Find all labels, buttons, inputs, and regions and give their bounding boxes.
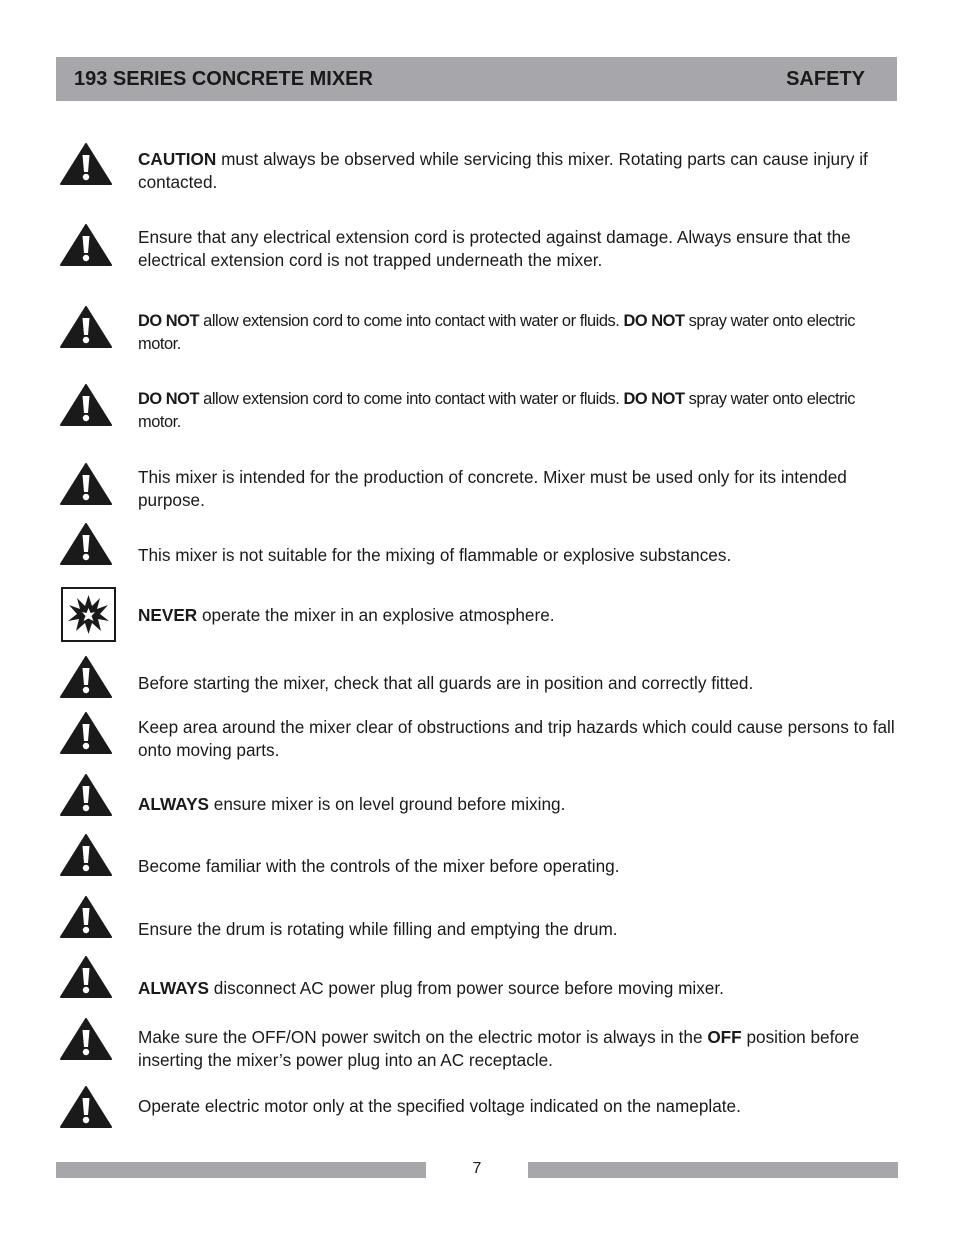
safety-text: Become familiar with the controls of the mixer before operating. (138, 856, 620, 876)
warning-icon (60, 656, 112, 698)
safety-text: Make sure the OFF/ON power switch on the electric motor is always in the OFF position before inserting the mixer’s power plug into an AC receptacle. (138, 1027, 860, 1070)
safety-text: ALWAYS ensure mixer is on level ground before mixing. (138, 794, 566, 814)
warning-icon (60, 1086, 112, 1128)
safety-text: ALWAYS disconnect AC power plug from power source before moving mixer. (138, 978, 724, 998)
warning-icon (60, 306, 112, 348)
safety-text: This mixer is not suitable for the mixing of flammable or explosive substances. (138, 545, 732, 565)
warning-icon (60, 224, 112, 266)
warning-icon (60, 143, 112, 185)
warning-icon (60, 774, 112, 816)
footer-bar-left (56, 1162, 426, 1178)
page-header (56, 57, 897, 101)
safety-text: DO NOT allow extension cord to come into contact with water or fluids. DO NOT spray water onto electric motor. (138, 390, 856, 431)
explosion-icon (61, 587, 116, 642)
safety-text: This mixer is intended for the production of concrete. Mixer must be used only for its intended purpose. (138, 467, 847, 510)
safety-text: NEVER operate the mixer in an explosive atmosphere. (138, 605, 555, 625)
warning-icon (60, 1018, 112, 1060)
safety-text: DO NOT allow extension cord to come into contact with water or fluids. DO NOT spray water onto electric motor. (138, 312, 856, 353)
warning-icon (60, 834, 112, 876)
page-number: 7 (472, 1160, 482, 1177)
warning-icon (60, 896, 112, 938)
warning-icon (60, 523, 112, 565)
warning-icon (60, 712, 112, 754)
safety-text: Operate electric motor only at the specified voltage indicated on the nameplate. (138, 1096, 741, 1116)
safety-text: Before starting the mixer, check that all guards are in position and correctly fitted. (138, 673, 754, 693)
section-title: SAFETY (786, 67, 865, 90)
safety-text: CAUTION must always be observed while servicing this mixer. Rotating parts can cause injury if contacted. (138, 149, 868, 192)
safety-text: Keep area around the mixer clear of obstructions and trip hazards which could cause persons to fall onto moving parts. (138, 717, 895, 760)
warning-icon (60, 463, 112, 505)
document-title: 193 SERIES CONCRETE MIXER (74, 67, 373, 90)
warning-icon (60, 956, 112, 998)
safety-text: Ensure the drum is rotating while filling and emptying the drum. (138, 919, 618, 939)
safety-text: Ensure that any electrical extension cord is protected against damage. Always ensure that the electrical extension cord is not trapped underneath the mixer. (138, 227, 851, 270)
footer-bar-right (528, 1162, 898, 1178)
warning-icon (60, 384, 112, 426)
